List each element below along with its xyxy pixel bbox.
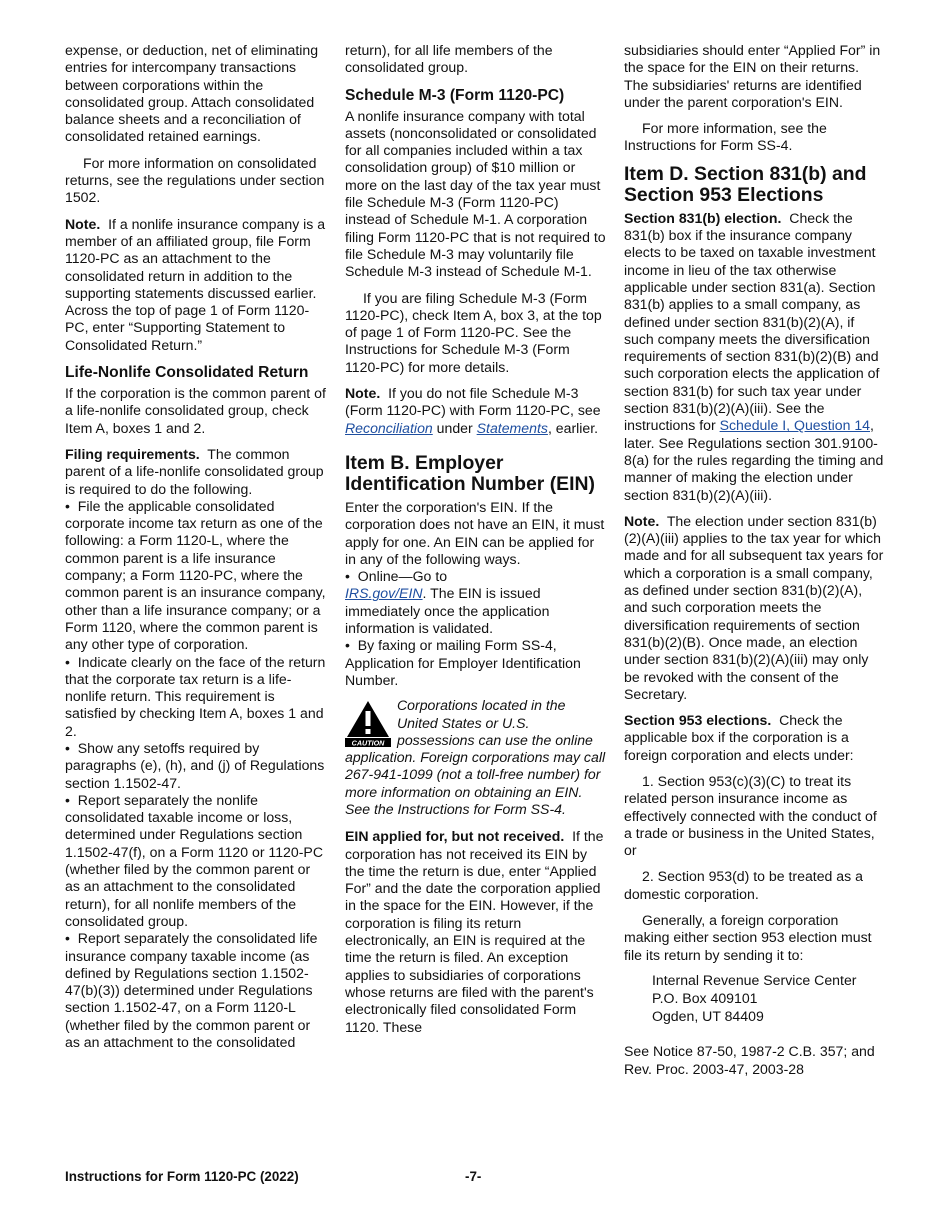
bullet-item: • Online—Go to IRS.gov/EIN. The EIN is issued immediately once the application information is validated. xyxy=(345,568,550,637)
s831-text: Check the 831(b) box if the insurance company elects to be taxed on taxable investment income in lieu of the tax otherwise applicable under section 831(a). Section 831(b) applies to a small company, as defined under section 831(b)(2)(A), if such company meets the diversification requirements of section 831(b)(2)(B) and such corporation elects the application of section 831(b) for such tax year under section 831(b)(2)(A)(iii). See the instructions for xyxy=(624,209,880,434)
bullet-item: • By faxing or mailing Form SS-4, Application for Employer Identification Number. xyxy=(345,637,581,688)
bullet-text: By faxing or mailing Form SS-4, Application for Employer Identification Number. xyxy=(345,637,581,688)
column-2 xyxy=(345,42,607,1045)
bullet-text: Indicate clearly on the face of the return that the corporate tax return is a life-nonlife return. This requirement is satisfied by checking Item A, boxes 1 and 2. xyxy=(65,653,326,739)
paragraph-m3-requirement: A nonlife insurance company with total assets (nonconsolidated or consolidated for all companies included within a tax consolidation group) of $10 million or more on the last day of the tax year must file Schedule M-3 (Form 1120-PC) instead of Schedule M-1. A corporation filing Form 1120-PC that is not required to file Schedule M-3 may voluntarily file Schedule M-3 instead of Schedule M-1. xyxy=(345,107,606,280)
s831-label: Section 831(b) election. xyxy=(624,209,782,226)
bullet-item: • Report separately the consolidated life insurance company taxable income (as defined by Regulations section 1.1502-47(b)(3)) determined under Regulations section 1.1502-47, on a Form 1120-L (whether filed by the common parent or as an attachment to the consolidated xyxy=(65,930,318,1051)
ein-applied-for xyxy=(345,828,607,1036)
footer-form-title: Instructions for Form 1120-PC (2022) xyxy=(65,1169,299,1184)
list-item-953d: 2. Section 953(d) to be treated as a domestic corporation. xyxy=(624,868,863,902)
bullet-text: . The EIN is issued immediately once the application information is validated. xyxy=(345,585,550,637)
schedule-i-question-14-link[interactable]: Schedule I, Question 14 xyxy=(719,417,871,434)
bullet-item: • Report separately the nonlife consolidated taxable income or loss, determined under Regulations section 1.1502-47(f), on a Form 1120 or 1120-PC (whether filed by the common parent or as an attachment to the consolidated return), for all nonlife members of the consolidated group. xyxy=(65,791,324,929)
paragraph-life-nonlife: If the corporation is the common parent of a life-nonlife consolidated group, check Item A, boxes 1 and 2. xyxy=(65,385,326,436)
column-3 xyxy=(624,42,886,1087)
paragraph-ein: Enter the corporation's EIN. If the corporation does not have an EIN, it must apply for one. An EIN can be applied for in any of the following ways. xyxy=(345,498,605,567)
irs-ein-link[interactable]: IRS.gov/EIN xyxy=(345,585,423,602)
note-label: Note. xyxy=(624,512,660,529)
caution-box xyxy=(345,697,607,818)
caution-icon xyxy=(345,699,391,747)
address-line: Internal Revenue Service Center xyxy=(652,971,857,988)
note-831b xyxy=(624,513,886,703)
bullet-item: • Indicate clearly on the face of the return that the corporate tax return is a life-nonlife return. This requirement is satisfied by checking Item A, boxes 1 and 2. xyxy=(65,653,326,739)
address-line: P.O. Box 409101 xyxy=(652,989,758,1006)
note-label: Note. xyxy=(65,215,101,232)
note-text: If you do not file Schedule M-3 (Form 1120-PC) with Form 1120-PC, see xyxy=(345,385,601,419)
heading-item-b-ein: Item B. Employer Identification Number (EIN) xyxy=(345,451,595,496)
paragraph-generally: Generally, a foreign corporation making either section 953 election must file its return by sending it to: xyxy=(624,912,872,963)
paragraph-more-info: For more information on consolidated returns, see the regulations under section 1502. xyxy=(65,154,325,206)
bullet-text: Online—Go to xyxy=(357,568,448,585)
note-label: Note. xyxy=(345,385,381,402)
column-1 xyxy=(65,42,327,1051)
bullet-text: Report separately the nonlife consolidated taxable income or loss, determined under Regulations section 1.1502-47(f), on a Form 1120 or 1120-PC (whether filed by the common parent or as an attachment to the consolidated return), for all nonlife members of the consolidated group. xyxy=(65,791,324,929)
s831-text: , later. See Regulations section 301.9100-8(a) for the rules regarding the timing and manner of making the election under section 831(b)(2)(A)(iii). xyxy=(624,417,884,503)
note-schedule-m3 xyxy=(345,385,607,437)
note-text: If a nonlife insurance company is a member of an affiliated group, file Form 1120-PC as an attachment to the consolidated return in addition to the supporting statements discussed earlier. Across the top of page 1 of Form 1120-PC, enter “Supporting Statement to Consolidated Return.” xyxy=(65,215,326,353)
bullet-text: Show any setoffs required by paragraphs (e), (h), and (j) of Regulations section 1.1502-47. xyxy=(65,739,325,791)
bullet-text: File the applicable consolidated corporate income tax return as one of the following: a Form 1120-L, where the common parent is a life insurance company; a Form 1120-PC, where the common parent is an insurance company, other than a life insurance company; or a Form 1120, where the common parent is any other type of corporation. xyxy=(65,497,326,653)
section-831b-election xyxy=(624,210,886,504)
filing-requirements xyxy=(65,446,327,498)
paragraph-life-members-cont: return), for all life members of the consolidated group. xyxy=(345,42,553,76)
s953-label: Section 953 elections. xyxy=(624,712,772,729)
applied-text: If the corporation has not received its EIN by the time the return is due, enter “Applied For” and the date the corporation applied in the space for the EIN. However, if the corporation is filing its return electronically, an EIN is required at the time the return is filed. An exception applies to subsidiaries of corporations whose returns are filed with the parent's electronically filed consolidated Form 1120. These xyxy=(345,828,604,1035)
page-number: -7- xyxy=(465,1169,482,1184)
heading-item-d: Item D. Section 831(b) and Section 953 Elections xyxy=(624,162,867,207)
caution-text: Corporations located in the United States or U.S. possessions can use the online application. Foreign corporations may call 267-941-1099 (not a toll-free number) for more information on obtaining an EIN. See the Instructions for Form SS-4. xyxy=(345,697,606,817)
paragraph-subsidiaries-cont: subsidiaries should enter “Applied For” in the space for the EIN on their returns. The subsidiaries' returns are identified under the parent corporation's EIN. xyxy=(624,42,881,110)
bullet-item: • Show any setoffs required by paragraphs (e), (h), and (j) of Regulations section 1.1502-47. xyxy=(65,739,325,791)
heading-schedule-m3: Schedule M-3 (Form 1120-PC) xyxy=(345,86,565,104)
address-line: Ogden, UT 84409 xyxy=(652,1007,764,1024)
paragraph-more-info: For more information, see the Instructions for Form SS-4. xyxy=(624,120,827,154)
bullet-item: • File the applicable consolidated corporate income tax return as one of the following: a Form 1120-L, where the common parent is a life insurance company; a Form 1120-PC, where the common parent is an insurance company, other than a life insurance company; or a Form 1120, where the common parent is any other type of corporation. xyxy=(65,497,326,653)
heading-life-nonlife-consolidated-return: Life-Nonlife Consolidated Return xyxy=(65,364,309,382)
paragraph-see-notice: See Notice 87-50, 1987-2 C.B. 357; and Rev. Proc. 2003-47, 2003-28 xyxy=(624,1043,875,1077)
section-953-elections xyxy=(624,712,886,764)
paragraph-consolidated-cont: expense, or deduction, net of eliminating entries for intercompany transactions between corporations within the consolidated group. Attach consolidated balance sheets and a reconciliation of consolidated retained earnings. xyxy=(65,42,319,145)
caution-label: CAUTION xyxy=(351,738,385,748)
s953-text: Check the applicable box if the corporation is a foreign corporation and elects under: xyxy=(624,712,854,763)
filing-text: The common parent of a life-nonlife consolidated group is required to do the following. xyxy=(65,445,324,497)
note-text: , earlier. xyxy=(547,419,599,436)
note-nonlife-affiliated xyxy=(65,216,327,354)
statements-link[interactable]: Statements xyxy=(476,419,548,436)
irs-address xyxy=(652,972,886,1025)
note-text: under xyxy=(436,419,473,436)
list-item-953c: 1. Section 953(c)(3)(C) to treat its related person insurance income as effectively connected with the conduct of a trade or business in the United States, or xyxy=(624,772,877,859)
bullet-text: Report separately the consolidated life insurance company taxable income (as defined by Regulations section 1.1502-47(b)(3)) determined under Regulations section 1.1502-47, on a Form 1120-L (whether filed by the common parent or as an attachment to the consolidated xyxy=(65,930,318,1051)
paragraph-m3-filing: If you are filing Schedule M-3 (Form 1120-PC), check Item A, box 3, at the top of page 1 of Form 1120-PC. See the Instructions for Schedule M-3 (Form 1120-PC) for more details. xyxy=(345,289,602,375)
applied-label: EIN applied for, but not received. xyxy=(345,828,565,845)
note-text: The election under section 831(b)(2)(A)(iii) applies to the tax year for which made and for all subsequent tax years for which a corporation is a small company, as defined under section 831(b)(2)(A), and such corporation meets the diversification requirements of section 831(b)(2)(B). Once made, an election under section 831(b)(2)(A)(iii) may only be revoked with the consent of the Secretary. xyxy=(624,512,884,702)
filing-label: Filing requirements. xyxy=(65,445,200,462)
reconciliation-link[interactable]: Reconciliation xyxy=(345,419,433,436)
